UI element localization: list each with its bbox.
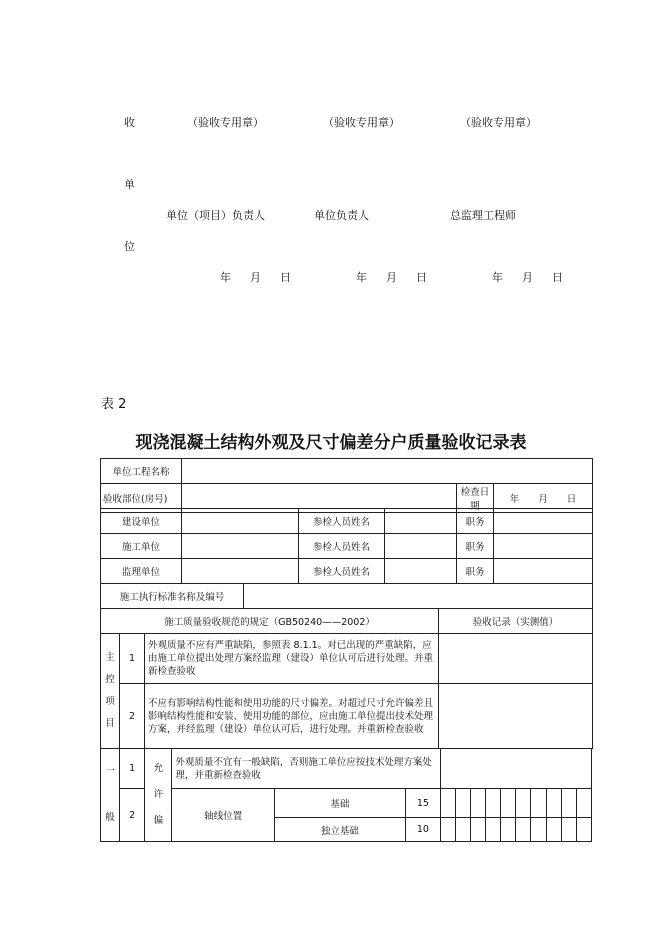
spec-header: 施工质量验收规范的规定（GB50240——2002） <box>101 609 439 634</box>
record-cell[interactable] <box>516 789 531 818</box>
main-control-label <box>101 634 120 749</box>
project-name-label: 单位工程名称 <box>101 459 182 484</box>
general-char-1: 一 <box>105 766 115 777</box>
record-cell[interactable] <box>501 818 516 842</box>
date-1-month: 月 <box>250 271 261 284</box>
main-control-char-4: 目 <box>105 718 115 729</box>
position-value-2[interactable] <box>494 534 593 559</box>
side-char-shou: 收 <box>124 116 135 129</box>
date-3-month: 月 <box>522 271 533 284</box>
inspector-name-value-2[interactable] <box>385 534 457 559</box>
supervision-unit-label: 监理单位 <box>101 559 182 584</box>
contractor-unit-value[interactable] <box>182 534 299 559</box>
date-3-day: 日 <box>552 271 563 284</box>
axis-row-1-value: 15 <box>405 789 440 818</box>
role-2: 单位负责人 <box>314 209 369 222</box>
general-item-1-text: 外观质量不宜有一般缺陷，否则施工单位应按技术处理方案处理，并重新检查验收 <box>172 749 441 789</box>
side-char-dan: 单 <box>124 178 135 191</box>
date-2-month: 月 <box>386 271 397 284</box>
table-title: 现浇混凝土结构外观及尺寸偏差分户质量验收记录表 <box>135 433 527 453</box>
record-cell[interactable] <box>531 818 546 842</box>
contractor-unit-label: 施工单位 <box>101 534 182 559</box>
inspector-name-label-3: 参检人员姓名 <box>299 559 385 584</box>
record-cell[interactable] <box>561 789 576 818</box>
record-cell[interactable] <box>561 818 576 842</box>
standard-table <box>100 583 593 609</box>
construction-unit-value[interactable] <box>182 509 299 534</box>
axis-row-1-name: 基础 <box>275 789 406 818</box>
check-date-value[interactable]: 年 月 日 <box>494 484 593 513</box>
record-cell[interactable] <box>486 789 501 818</box>
inspector-name-label-2: 参检人员姓名 <box>299 534 385 559</box>
stamp-1: （验收专用章） <box>187 116 264 129</box>
main-item-2-no: 2 <box>120 684 145 749</box>
general-char-2: 般 <box>105 812 115 823</box>
general-item-1-no: 1 <box>120 749 145 789</box>
inspector-name-value-3[interactable] <box>385 559 457 584</box>
date-1-day: 日 <box>280 271 291 284</box>
table-caption: 表 2 <box>101 397 127 412</box>
general-item-2-no: 2 <box>120 789 145 842</box>
check-date-label: 检查日期 <box>457 484 494 513</box>
position-label-3: 职务 <box>457 559 494 584</box>
standard-label: 施工执行标准名称及编号 <box>101 584 244 609</box>
allow-char-3: 偏 <box>153 815 164 826</box>
record-cell[interactable] <box>501 789 516 818</box>
general-label <box>101 749 120 842</box>
inspector-name-value-1[interactable] <box>385 509 457 534</box>
position-value-1[interactable] <box>494 509 593 534</box>
main-control-table <box>100 633 593 749</box>
record-cell[interactable] <box>576 789 591 818</box>
allow-char-2: 许 <box>153 789 164 800</box>
position-label-1: 职务 <box>457 509 494 534</box>
header-table <box>100 458 593 513</box>
position-label-2: 职务 <box>457 534 494 559</box>
record-cell[interactable] <box>471 789 486 818</box>
position-value-3[interactable] <box>494 559 593 584</box>
record-cell[interactable] <box>471 818 486 842</box>
acceptance-part-label: 验收部位(房号) <box>101 484 182 513</box>
supervision-unit-value[interactable] <box>182 559 299 584</box>
construction-unit-label: 建设单位 <box>101 509 182 534</box>
record-cell[interactable] <box>456 789 471 818</box>
units-table <box>100 508 593 584</box>
main-control-char-3: 项 <box>105 696 115 707</box>
main-item-2-text: 不应有影响结构性能和使用功能的尺寸偏差。对超过尺寸允许偏差且影响结构性能和安装、使用功能的部位，应由施工单位提出技术处理方案，并经监理（建设）单位认可后，进行处理。并重新检查验收 <box>145 684 439 749</box>
spec-header-table <box>100 608 593 634</box>
main-item-1-no: 1 <box>120 634 145 684</box>
record-cell[interactable] <box>441 789 456 818</box>
main-item-1-text: 外观质量不应有严重缺陷，参照表 8.1.1。对已出现的严重缺陷，应由施工单位提出处理方案经监理（建设）单位认可后进行处理。并重新检查验收 <box>145 634 439 684</box>
record-cell[interactable] <box>546 789 561 818</box>
record-cell[interactable] <box>456 818 471 842</box>
date-2-year: 年 <box>356 271 367 284</box>
record-cell[interactable] <box>441 818 456 842</box>
record-header: 验收记录（实测值） <box>439 609 593 634</box>
role-1: 单位（项目）负责人 <box>166 209 265 222</box>
inspector-name-label-1: 参检人员姓名 <box>299 509 385 534</box>
date-1-year: 年 <box>220 271 231 284</box>
main-item-1-record[interactable] <box>439 634 593 684</box>
axis-row-2-name: 独立基础 <box>275 818 406 842</box>
record-cell[interactable] <box>486 818 501 842</box>
record-cell[interactable] <box>546 818 561 842</box>
allow-label <box>145 749 172 842</box>
general-item-1-record[interactable] <box>441 749 592 789</box>
main-item-2-record[interactable] <box>439 684 593 749</box>
axis-row-2-value: 10 <box>405 818 440 842</box>
record-cell[interactable] <box>516 818 531 842</box>
record-cell[interactable] <box>576 818 591 842</box>
project-name-value[interactable] <box>182 459 593 484</box>
stamp-2: （验收专用章） <box>323 116 400 129</box>
main-control-char-1: 主 <box>105 652 115 663</box>
role-3: 总监理工程师 <box>450 209 516 222</box>
date-2-day: 日 <box>416 271 427 284</box>
general-table <box>100 748 592 842</box>
record-cell[interactable] <box>531 789 546 818</box>
date-3-year: 年 <box>492 271 503 284</box>
main-control-char-2: 控 <box>105 674 115 685</box>
allow-char-1: 允 <box>153 763 164 774</box>
standard-value[interactable] <box>244 584 593 609</box>
side-char-wei: 位 <box>124 240 135 253</box>
stamp-3: （验收专用章） <box>460 116 537 129</box>
axis-label: 轴线位置 <box>172 789 275 842</box>
